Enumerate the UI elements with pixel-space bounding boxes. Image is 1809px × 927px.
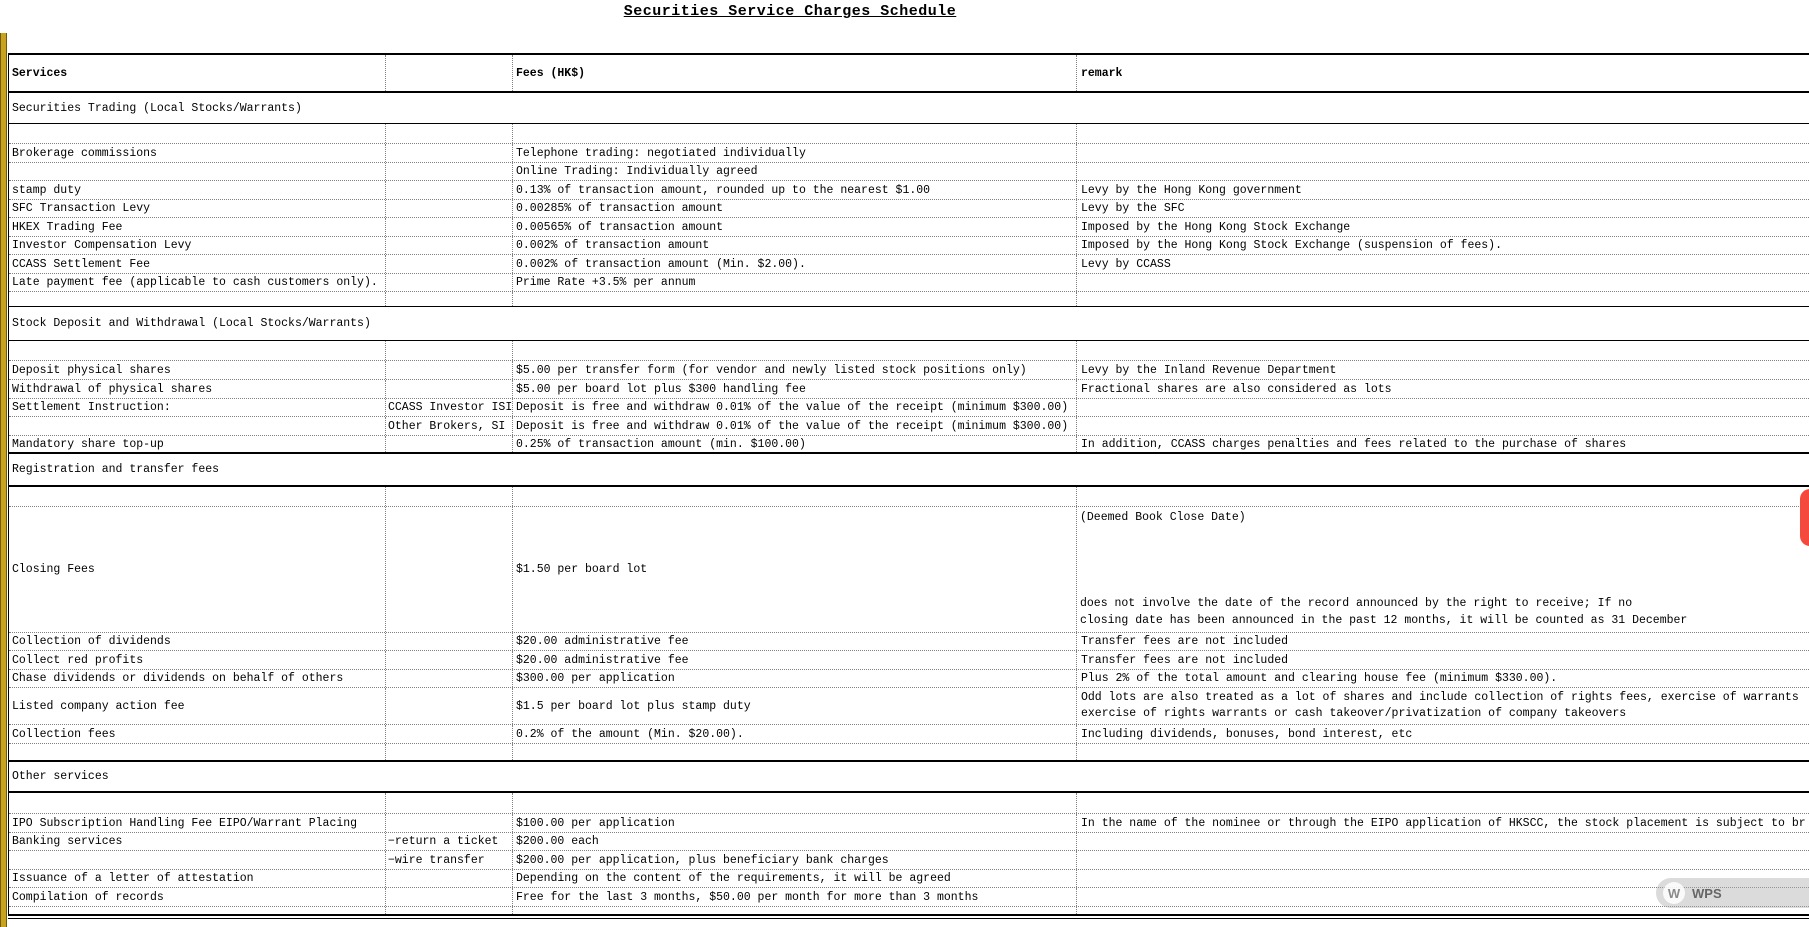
cell-sub[interactable] (385, 651, 512, 669)
empty-cell[interactable] (1076, 292, 1809, 306)
table-row (9, 885, 1809, 907)
header-services[interactable]: Services (12, 66, 68, 80)
cell-remark[interactable]: Imposed by the Hong Kong Stock Exchange (suspension of fees). (1076, 237, 1809, 254)
remark-line: exercise of rights warrants or cash takeover/privatization of company takeovers (1081, 707, 1627, 720)
closing-fees-value: $1.50 per board lot (516, 563, 648, 576)
wps-circle-icon: W (1663, 882, 1685, 904)
table-row (9, 181, 1809, 200)
cell-services[interactable]: Collection fees (12, 727, 116, 741)
cell-fees[interactable]: 0.2% of the amount (Min. $20.00). (512, 725, 1076, 743)
empty-cell[interactable] (512, 793, 1076, 813)
cell-remark[interactable]: Transfer fees are not included (1076, 633, 1809, 650)
empty-cell[interactable] (9, 793, 385, 813)
cell-remark[interactable]: Levy by CCASS (1076, 255, 1809, 273)
cell-fees[interactable]: 0.002% of transaction amount (512, 237, 1076, 254)
table-row (9, 255, 1809, 274)
cell-sub[interactable] (385, 670, 512, 687)
cell-fees[interactable]: 0.25% of transaction amount (min. $100.00) (512, 436, 1076, 452)
cell-fees[interactable]: Online Trading: Individually agreed (512, 163, 1076, 180)
cell-services[interactable]: Compilation of records (12, 890, 164, 904)
cell-services[interactable] (9, 487, 385, 632)
cell-fees[interactable]: $300.00 per application (512, 670, 1076, 687)
cell-sub[interactable] (385, 255, 512, 273)
cell-remark[interactable] (1076, 833, 1809, 850)
cell-fees[interactable]: $1.5 per board lot plus stamp duty (512, 688, 1076, 724)
cell-sub[interactable] (385, 181, 512, 199)
cell-fees[interactable]: $20.00 administrative fee (512, 633, 1076, 650)
cell-sub[interactable] (385, 688, 512, 724)
cell-remark[interactable]: Levy by the SFC (1076, 200, 1809, 217)
remark-line: does not involve the date of the record announced by the right to receive; If no (1080, 597, 1633, 610)
table-row (9, 851, 1809, 870)
cell-fees[interactable]: Deposit is free and withdraw 0.01% of the value of the receipt (minimum $300.00) (512, 417, 1076, 435)
table-row (9, 833, 1809, 851)
cell-remark[interactable]: In the name of the nominee or through the EIPO application of HKSCC, the stock placement is subject to br (1076, 814, 1809, 832)
empty-cell[interactable] (512, 124, 1076, 143)
table-row (9, 725, 1809, 744)
table-row (9, 163, 1809, 181)
section-row-other-services[interactable] (9, 762, 1809, 793)
cell-fees[interactable]: $5.00 per board lot plus $300 handling fee (512, 380, 1076, 398)
spacer-row (9, 744, 1809, 762)
cell-remark[interactable] (1076, 417, 1809, 435)
cell-sub[interactable] (385, 380, 512, 398)
cell-fees[interactable]: 0.00285% of transaction amount (512, 200, 1076, 217)
cell-remark[interactable]: Levy by the Inland Revenue Department (1076, 361, 1809, 379)
cell-services[interactable]: Collect red profits (12, 653, 144, 667)
cell-remark[interactable] (1076, 399, 1809, 416)
header-row (9, 55, 1809, 93)
section-label: Stock Deposit and Withdrawal (Local Stocks/Warrants) (12, 317, 371, 330)
empty-cell[interactable] (385, 744, 512, 760)
section-row-securities-trading[interactable] (9, 93, 1809, 124)
section-row-stock-deposit[interactable] (9, 307, 1809, 341)
table-row (9, 361, 1809, 380)
empty-cell[interactable] (512, 341, 1076, 360)
cell-remark[interactable] (1076, 851, 1809, 869)
cell-sub[interactable]: Other Brokers, SI (385, 417, 512, 435)
empty-cell[interactable] (1076, 744, 1809, 760)
cell-services[interactable]: Brokerage commissions (12, 146, 157, 160)
cell-services[interactable]: Collection of dividends (12, 635, 171, 648)
cell-sub[interactable] (385, 633, 512, 650)
cell-remark[interactable]: Levy by the Hong Kong government (1076, 181, 1809, 199)
table-row (9, 144, 1809, 163)
cell-sub[interactable]: −wire transfer (385, 851, 512, 869)
empty-cell[interactable] (512, 907, 1076, 914)
empty-cell[interactable] (385, 292, 512, 306)
cell-services[interactable]: Withdrawal of physical shares (12, 382, 213, 396)
fee-schedule-table (8, 53, 1809, 916)
empty-cell[interactable] (1076, 124, 1809, 143)
table-row (9, 380, 1809, 399)
section-row-registration[interactable] (9, 454, 1809, 487)
cell-remark[interactable]: Plus 2% of the total amount and clearing house fee (minimum $330.00). (1076, 670, 1809, 687)
remark-line: Odd lots are also treated as a lot of shares and include collection of rights fees, exercise of warrants (1081, 691, 1799, 704)
cell-services[interactable]: CCASS Settlement Fee (12, 257, 151, 271)
cell-remark[interactable]: Including dividends, bonuses, bond interest, etc (1076, 725, 1809, 743)
cell-fees[interactable]: $200.00 per application, plus beneficiary bank charges (512, 851, 1076, 869)
cell-services[interactable]: Investor Compensation Levy (12, 239, 192, 252)
cell-remark[interactable] (1076, 274, 1809, 291)
empty-cell[interactable] (9, 907, 385, 914)
cell-fees[interactable]: $100.00 per application (512, 814, 1076, 832)
table-row (9, 633, 1809, 651)
section-label: Registration and transfer fees (12, 463, 220, 476)
cell-sub[interactable] (385, 163, 512, 180)
empty-cell[interactable] (9, 124, 385, 143)
cell-services[interactable]: Issuance of a letter of attestation (12, 872, 254, 885)
cell-sub[interactable] (385, 888, 512, 906)
cell-fees[interactable]: Prime Rate +3.5% per annum (512, 274, 1076, 291)
cell-remark[interactable]: In addition, CCASS charges penalties and fees related to the purchase of shares (1076, 436, 1809, 452)
cell-services[interactable]: SFC Transaction Levy (12, 202, 151, 215)
cell-sub[interactable] (385, 218, 512, 236)
cell-services[interactable]: Chase dividends or dividends on behalf of others (12, 672, 344, 685)
empty-cell[interactable] (385, 124, 512, 143)
empty-cell[interactable] (385, 341, 512, 360)
cell-fees[interactable]: 0.00565% of transaction amount (512, 218, 1076, 236)
empty-cell[interactable] (9, 341, 385, 360)
closing-fees-block (9, 487, 1809, 633)
table-row (9, 399, 1809, 417)
cell-sub[interactable] (385, 200, 512, 217)
section-label: Other services (12, 770, 109, 783)
cell-services[interactable] (9, 417, 385, 435)
empty-cell[interactable] (512, 744, 1076, 760)
section-label: Securities Trading (Local Stocks/Warrants) (12, 101, 302, 115)
table-row (9, 870, 1809, 888)
cell-sub[interactable] (385, 144, 512, 162)
cell-sub[interactable] (385, 487, 512, 632)
cell-fees[interactable]: Depending on the content of the requirements, it will be agreed (512, 870, 1076, 887)
cell-fees[interactable] (512, 487, 1076, 632)
remark-line: closing date has been announced in the past 12 months, it will be counted as 31 December (1080, 614, 1688, 627)
cell-sub[interactable] (385, 274, 512, 291)
empty-cell[interactable] (1076, 793, 1809, 813)
cell-services[interactable] (9, 163, 385, 180)
cell-fees[interactable]: 0.13% of transaction amount, rounded up to the nearest $1.00 (512, 181, 1076, 199)
cell-fees[interactable]: Deposit is free and withdraw 0.01% of the value of the receipt (minimum $300.00) (512, 399, 1076, 416)
cell-remark[interactable]: Transfer fees are not included (1076, 651, 1809, 669)
cell-services[interactable]: Listed company action fee (12, 699, 185, 713)
cell-remark[interactable]: Imposed by the Hong Kong Stock Exchange (1076, 218, 1809, 236)
cell-sub[interactable] (385, 361, 512, 379)
cell-services[interactable]: Settlement Instruction: (12, 401, 171, 414)
cell-sub[interactable] (385, 436, 512, 452)
table-row (9, 417, 1809, 436)
window-edge-bar (0, 33, 7, 927)
cell-sub[interactable] (385, 237, 512, 254)
cell-remark[interactable]: Fractional shares are also considered as lots (1076, 380, 1809, 398)
cell-fees[interactable]: Telephone trading: negotiated individually (512, 144, 1076, 162)
header-fees[interactable]: Fees (HK$) (512, 55, 1076, 91)
empty-cell[interactable] (385, 907, 512, 914)
cell-remark[interactable] (1076, 487, 1809, 632)
empty-cell[interactable] (512, 292, 1076, 306)
cell-services[interactable]: stamp duty (12, 183, 82, 197)
cell-fees[interactable]: $5.00 per transfer form (for vendor and newly listed stock positions only) (512, 361, 1076, 379)
cell-sub[interactable] (385, 870, 512, 887)
cell-services[interactable]: Deposit physical shares (12, 363, 171, 377)
table-row (9, 218, 1809, 237)
scroll-position-marker[interactable] (1800, 489, 1809, 546)
cell-services[interactable]: HKEX Trading Fee (12, 220, 123, 234)
header-remark[interactable]: remark (1076, 55, 1809, 91)
cell-fees[interactable]: Free for the last 3 months, $50.00 per month for more than 3 months (512, 888, 1076, 906)
empty-cell[interactable] (1076, 341, 1809, 360)
cell-sub[interactable]: CCASS Investor ISI (385, 399, 512, 416)
empty-cell[interactable] (9, 744, 385, 760)
spacer-row (9, 907, 1809, 916)
cell-remark[interactable] (1076, 163, 1809, 180)
table-row (9, 274, 1809, 292)
cell-services[interactable]: Mandatory share top-up (12, 437, 164, 451)
cell-fees[interactable]: 0.002% of transaction amount (Min. $2.00). (512, 255, 1076, 273)
spacer-row (9, 341, 1809, 361)
cell-services[interactable]: IPO Subscription Handling Fee EIPO/Warrant Placing (12, 816, 358, 830)
table-row (9, 200, 1809, 218)
empty-cell[interactable] (385, 793, 512, 813)
spacer-row (9, 793, 1809, 814)
header-sub[interactable] (385, 55, 512, 91)
cell-services[interactable]: Banking services (12, 835, 123, 848)
cell-services[interactable] (9, 851, 385, 869)
table-row (9, 814, 1809, 833)
cell-fees[interactable]: $20.00 administrative fee (512, 651, 1076, 669)
cell-sub[interactable] (385, 725, 512, 743)
table-row (9, 436, 1809, 454)
cell-sub[interactable]: −return a ticket (385, 833, 512, 850)
cell-sub[interactable] (385, 814, 512, 832)
table-row (9, 688, 1809, 725)
closing-fees-label: Closing Fees (12, 563, 95, 576)
empty-cell[interactable] (9, 292, 385, 306)
table-row (9, 651, 1809, 670)
wps-watermark (1656, 878, 1809, 908)
spacer-row (9, 124, 1809, 144)
remark-line: (Deemed Book Close Date) (1080, 511, 1246, 524)
table-row (9, 237, 1809, 255)
wps-watermark-label: WPS (1692, 885, 1722, 901)
page-title: Securities Service Charges Schedule (623, 3, 957, 20)
table-bottom-line (8, 918, 1809, 919)
cell-services[interactable]: Late payment fee (applicable to cash customers only). (12, 276, 378, 289)
cell-remark[interactable] (1076, 144, 1809, 162)
table-row (9, 670, 1809, 688)
spacer-row (9, 292, 1809, 307)
empty-cell[interactable] (1076, 907, 1809, 914)
cell-remark[interactable] (1076, 688, 1809, 724)
cell-fees[interactable]: $200.00 each (512, 833, 1076, 850)
